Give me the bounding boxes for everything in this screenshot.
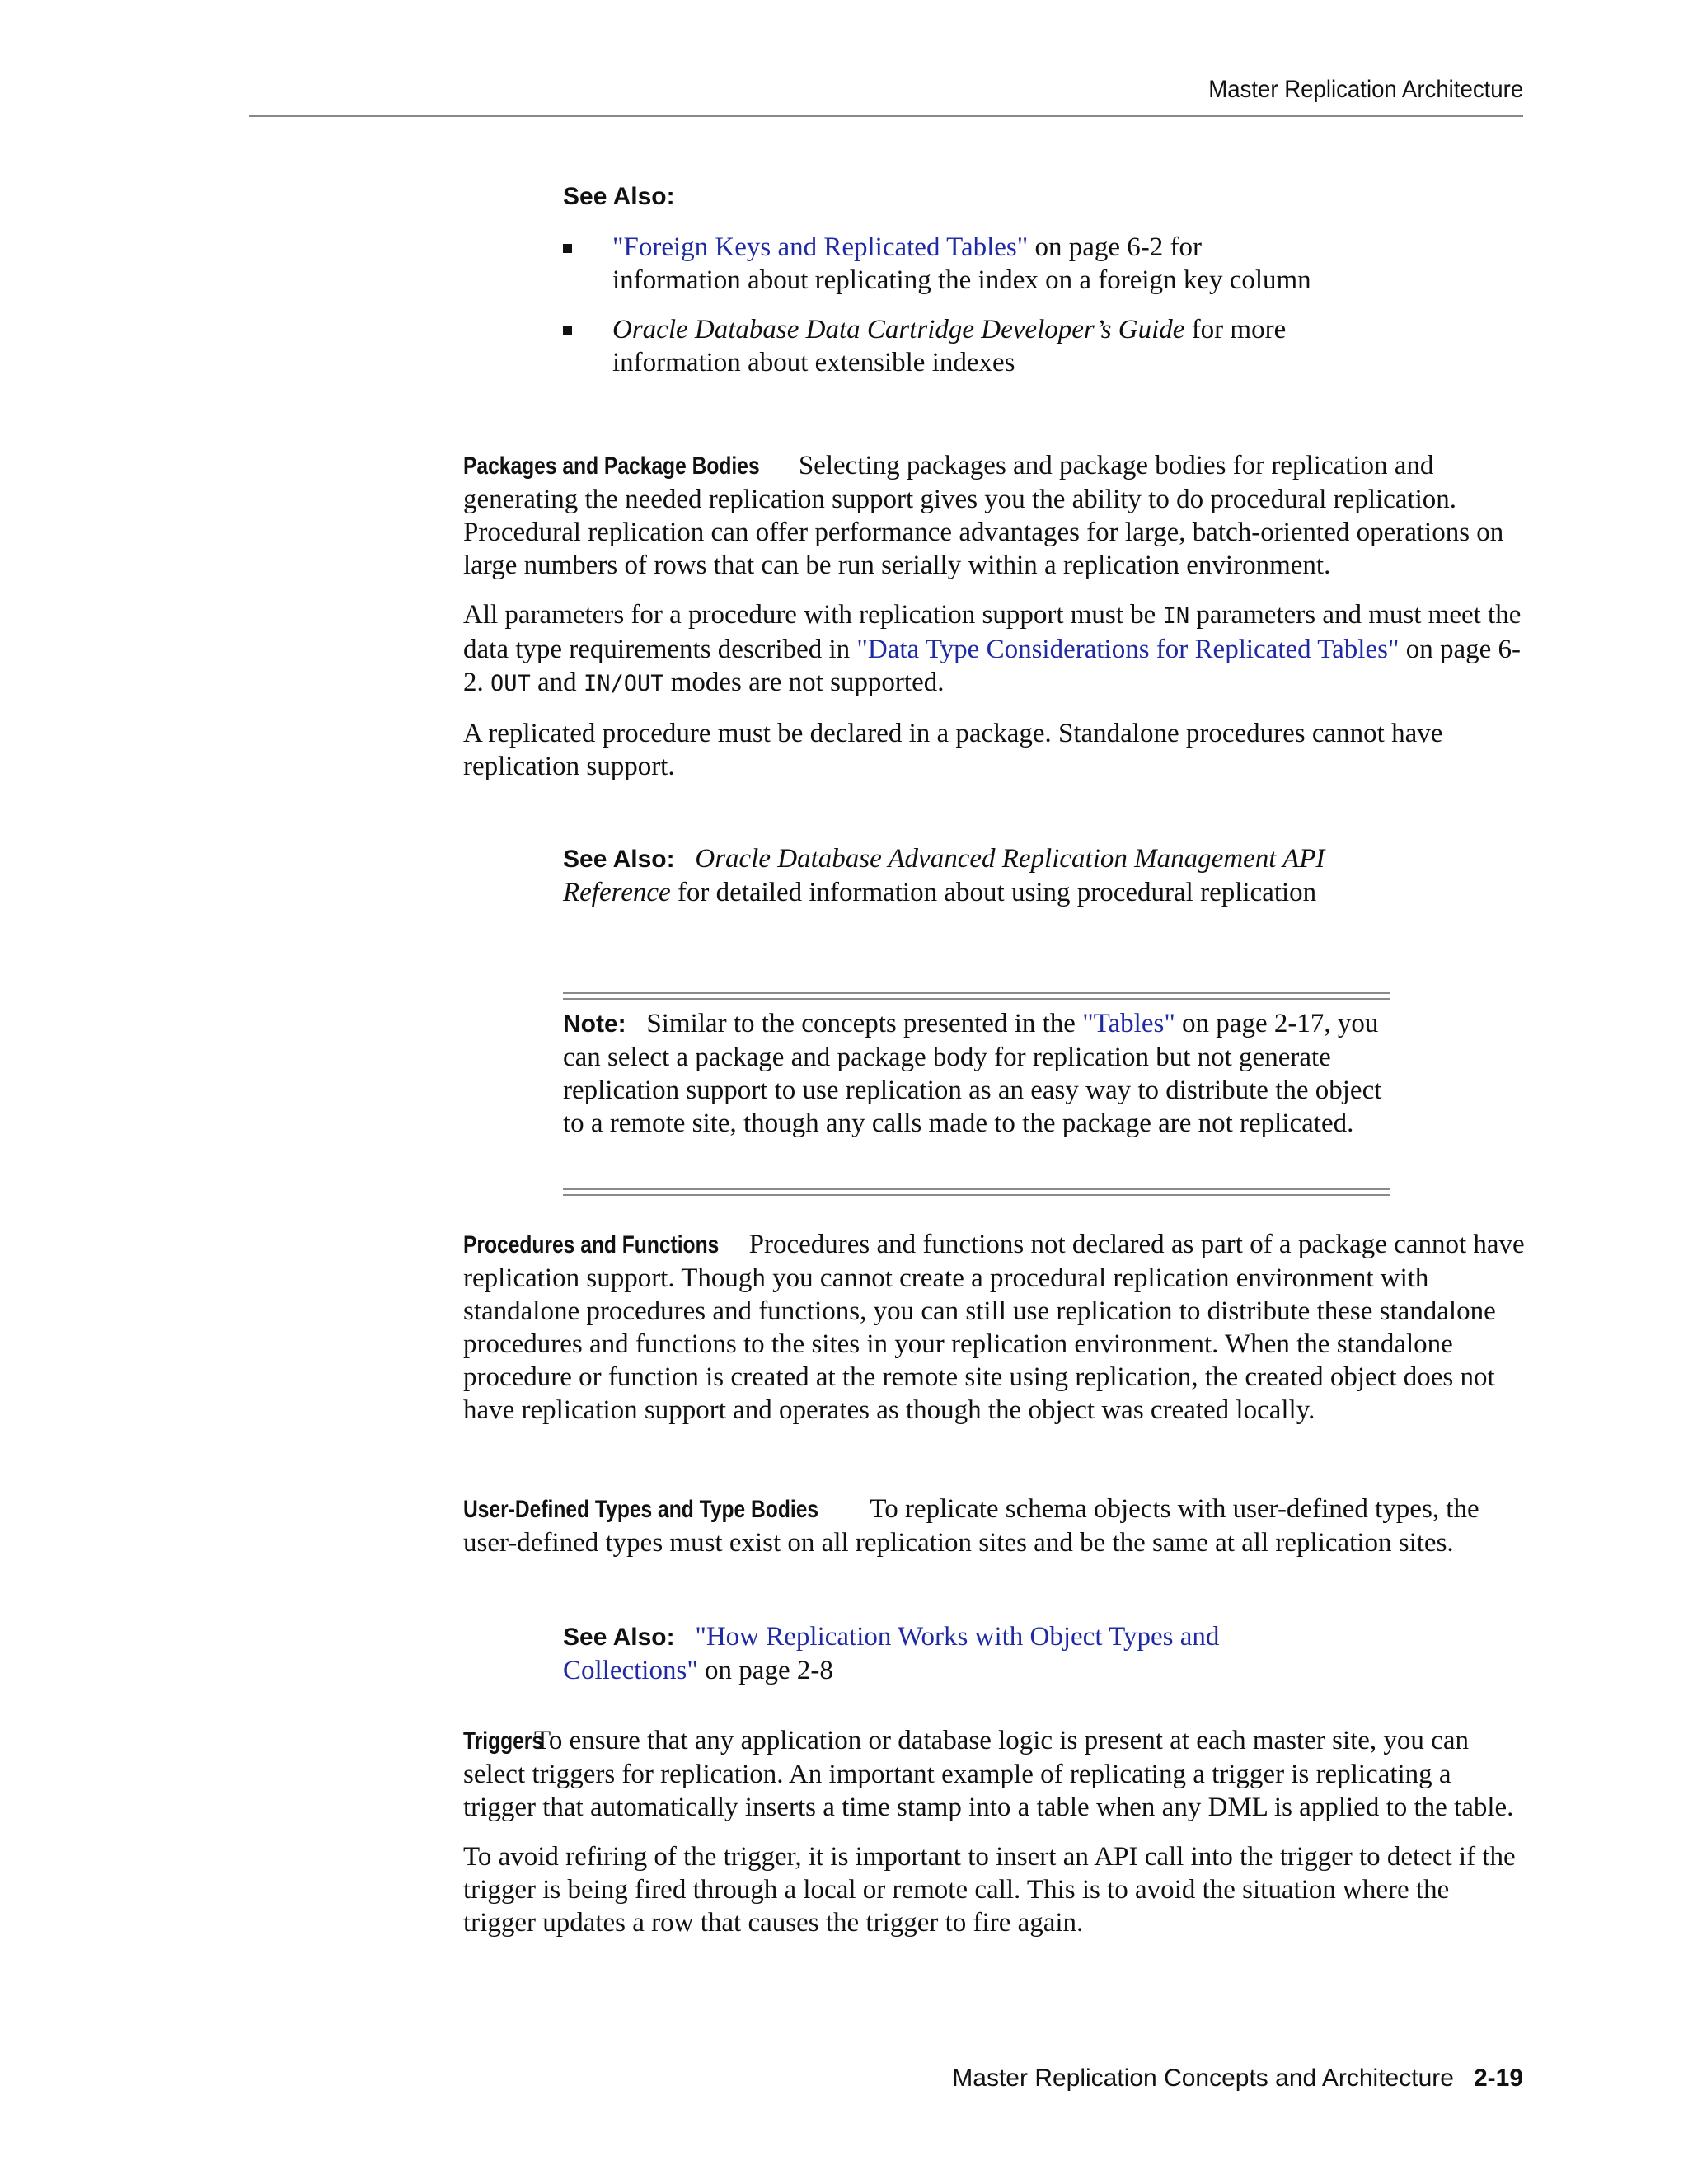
see-also-label: See Also: [563,183,675,210]
paragraph [463,449,1526,582]
object-types-link[interactable]: "How Replication Works with Object Types and Collections" [563,1622,1220,1685]
see-also-block [563,1620,1321,1687]
note-label: Note: [563,1010,626,1038]
paragraph [463,1493,1526,1559]
paragraph-text: All parameters for a procedure with replication support must be [463,600,1163,630]
procedures-section [463,1228,1526,1427]
paragraph [463,1228,1526,1427]
paragraph-text: modes are not supported. [663,668,945,697]
note-text: on page 2-17, you can select a package and package body for replication but not generate replication support to use replication as an easy way to distribute the object to a remote site, though any calls made to the package are not replicated. [563,1009,1382,1138]
section-heading: Packages and Package Bodies [463,452,760,480]
list-item-text: for more information about extensible indexes [612,315,1287,377]
paragraph-text: on page 2-8 [697,1656,833,1685]
note-block [563,1007,1390,1140]
see-also-label: See Also: [563,846,675,873]
book-title: Oracle Database Data Cartridge Developer’s Guide [612,315,1185,344]
running-header: Master Replication Architecture [1208,76,1523,103]
header-rule [249,115,1523,117]
note-text: Similar to the concepts presented in the [646,1009,1083,1038]
paragraph: To avoid refiring of the trigger, it is important to insert an API call into the trigger to detect if the trigger is being fired through a local or remote call. This is to avoid the situation where the trigger updates a row that causes the trigger to fire again. [463,1842,1516,1938]
paragraph-text: Selecting packages and package bodies for replication and generating the needed replication support gives you the ability to do procedural replication. Procedural replication can offer performance advantages for large, batch-oriented operations on large numbers of rows that can be run serially within a replication environment. [463,451,1504,580]
see-also-block [563,842,1371,909]
bullet-icon [563,244,572,253]
bullet-icon [563,326,572,335]
page-footer [952,2064,1523,2093]
paragraph-text: and [530,668,584,697]
paragraph [463,1724,1526,1824]
list-item-text: information about replicating the index on a foreign key column [612,265,1311,295]
code-text: IN [1162,603,1190,629]
paragraph-text: To ensure that any application or database logic is present at each master site, you can select triggers for replication. An important example of replicating a trigger is replicating a trigger that automatically inserts a time stamp into a table when any DML is applied to the table. [463,1726,1514,1822]
paragraph: A replicated procedure must be declared in a package. Standalone procedures cannot have replication support. [463,719,1443,781]
paragraph-text: on page 6-2. [463,635,1521,697]
packages-section [463,449,1526,783]
paragraph-text: parameters and must meet the data type requirements described in [463,600,1522,664]
section-heading: User-Defined Types and Type Bodies [463,1496,819,1523]
list-item-text: on page 6-2 for [1028,232,1202,262]
section-heading: Triggers [463,1727,544,1755]
page-number: 2-19 [1473,2064,1523,2092]
paragraph [463,598,1526,701]
data-type-link[interactable]: "Data Type Considerations for Replicated Tables" [856,635,1400,664]
foreign-keys-link[interactable]: "Foreign Keys and Replicated Tables" [612,232,1029,262]
note-top-rule [563,992,1390,1000]
book-title: Oracle Database Advanced Replication Management API Reference [563,844,1325,907]
section-heading: Procedures and Functions [463,1231,720,1258]
note-bottom-rule [563,1188,1390,1196]
code-text: OUT [490,671,531,696]
paragraph-text: To replicate schema objects with user-defined types, the user-defined types must exist on all replication sites and be the same at all replication sites. [463,1494,1479,1558]
see-also-list [563,231,1329,396]
tables-link[interactable]: "Tables" [1082,1009,1175,1038]
paragraph-text: Procedures and functions not declared as part of a package cannot have replication support. Though you cannot create a procedural replication environment with standalone procedures and functions, you can still use replication to distribute these standalone procedures and functions to the sites in your replication environment. When the standalone procedure or function is created at the remote site using replication, the created object does not have replication support and operates as though the object was created locally. [463,1230,1525,1425]
triggers-section [463,1724,1526,1939]
footer-chapter: Master Replication Concepts and Architecture [952,2064,1454,2092]
list-item [563,313,1329,379]
code-text: IN/OUT [583,671,664,696]
list-item [563,231,1329,297]
see-also-label: See Also: [563,1624,675,1651]
udt-section [463,1493,1526,1559]
paragraph-text: for detailed information about using procedural replication [670,878,1317,907]
